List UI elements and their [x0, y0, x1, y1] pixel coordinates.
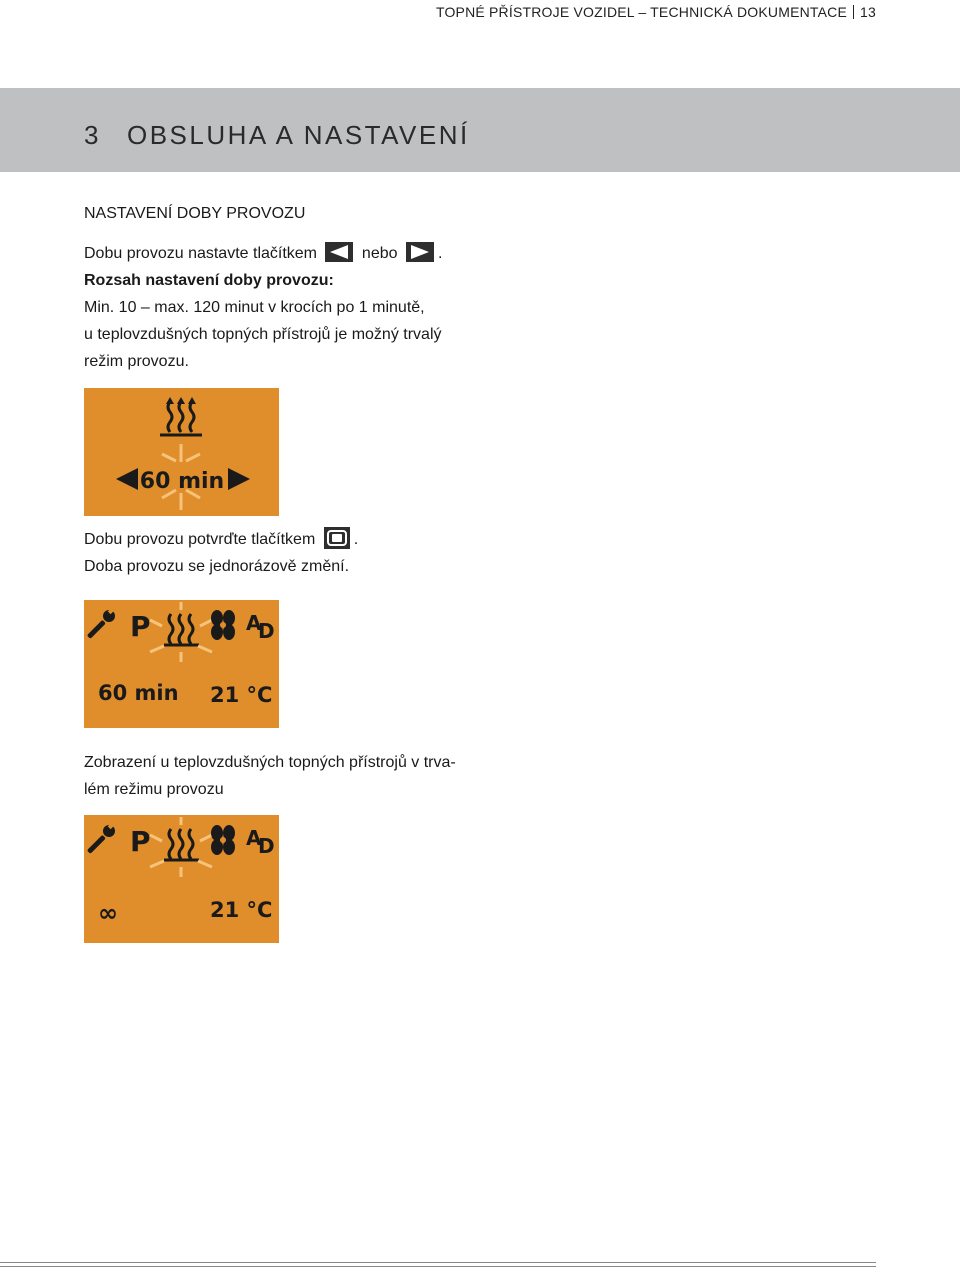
paragraph1-line1 — [84, 240, 442, 267]
program-label: P — [130, 825, 151, 858]
paragraph2-line2: Doba provozu se jednorázově změní. — [84, 558, 350, 575]
subheading: NASTAVENÍ DOBY PROVOZU — [84, 205, 306, 222]
auto-label-a: A — [246, 826, 262, 850]
display-time-value: 60 min — [98, 681, 179, 705]
display-temperature: 21 °C — [210, 683, 273, 707]
auto-label-d: D — [258, 834, 275, 858]
wrench-icon — [87, 821, 116, 854]
heating-icon — [160, 397, 202, 435]
paragraph2-text-a: Dobu provozu potvrďte tlačítkem — [84, 531, 316, 548]
paragraph1-line4: u teplovzdušných topných přístrojů je možný trvalý — [84, 326, 442, 343]
left-arrow-key-icon — [325, 242, 353, 262]
fan-icon — [211, 825, 235, 855]
page-header — [436, 4, 876, 20]
section-number: 3 — [84, 120, 101, 150]
right-arrow-icon — [228, 468, 250, 490]
section-heading — [84, 120, 470, 151]
ok-key-icon — [324, 527, 350, 549]
paragraph1-text-b: nebo — [361, 245, 398, 262]
page-number: 13 — [860, 4, 876, 20]
display-time-value: 60 min — [139, 469, 225, 494]
paragraph1-line5: režim provozu. — [84, 353, 189, 370]
wrench-icon — [87, 606, 116, 639]
paragraph3-line2: lém režimu provozu — [84, 781, 224, 798]
paragraph2-line1 — [84, 526, 358, 553]
auto-label-a: A — [246, 611, 262, 635]
paragraph2-text-b: . — [353, 531, 359, 548]
header-title: TOPNÉ PŘÍSTROJE VOZIDEL – TECHNICKÁ DOKUMENTACE — [435, 4, 848, 20]
right-arrow-key-icon — [406, 242, 434, 262]
left-arrow-icon — [116, 468, 138, 490]
program-label: P — [130, 610, 151, 643]
heating-icon — [164, 614, 199, 645]
fan-icon — [211, 610, 235, 640]
paragraph1-line2: Rozsah nastavení doby provozu: — [84, 272, 334, 289]
paragraph1-line3: Min. 10 – max. 120 minut v krocích po 1 minutě, — [84, 299, 425, 316]
footer-rule — [0, 1266, 876, 1267]
auto-label-d: D — [258, 619, 275, 643]
paragraph3-line1: Zobrazení u teplovzdušných topných přístrojů v trva- — [84, 754, 456, 771]
display-continuous — [84, 815, 279, 943]
paragraph1-text-c: . — [437, 245, 443, 262]
paragraph1-text-a: Dobu provozu nastavte tlačítkem — [84, 245, 318, 262]
footer-rule — [0, 1262, 876, 1263]
header-divider — [853, 5, 854, 19]
section-title: OBSLUHA A NASTAVENÍ — [126, 120, 470, 150]
display-temperature: 21 °C — [210, 898, 273, 922]
heating-icon — [164, 829, 199, 860]
display-run-time — [84, 388, 279, 516]
infinity-symbol: ∞ — [98, 899, 118, 927]
display-confirmed — [84, 600, 279, 728]
